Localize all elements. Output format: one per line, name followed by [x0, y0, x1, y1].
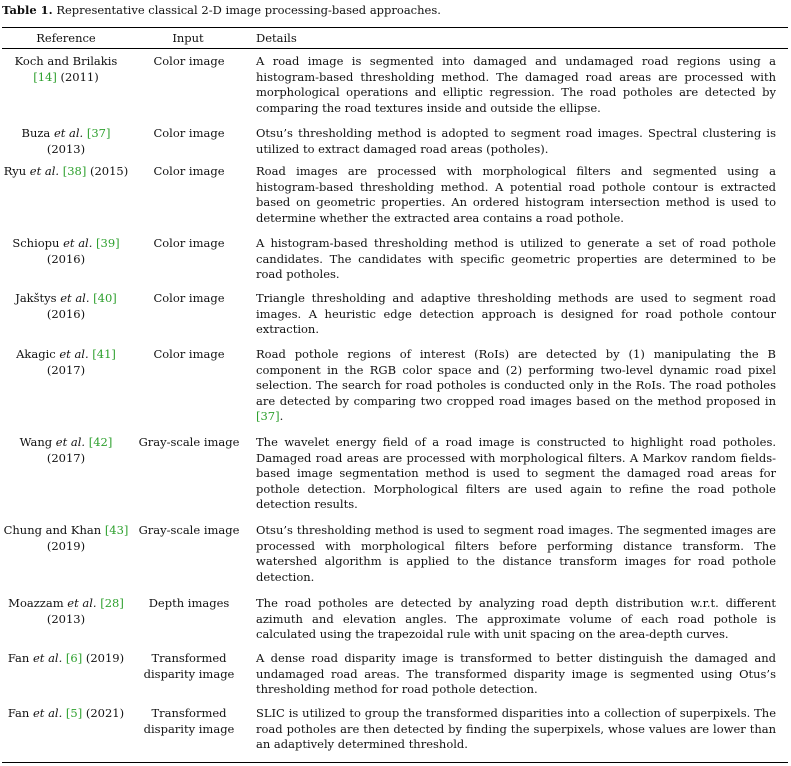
input-cell	[130, 126, 248, 142]
details-cell	[256, 523, 776, 585]
details-text: The road potholes are detected by analyzing road depth distribution w.r.t. different azimuth and elevation angles. The approximate volume of each road pothole is calculated using the trapezoidal rule with unit spacing on the area-depth curves.	[256, 596, 776, 641]
input-cell	[130, 54, 248, 70]
input-type: disparity image	[143, 666, 235, 681]
details-text: SLIC is utilized to group the transformed disparities into a collection of superpixels. The road potholes are then detected by finding the superpixels, whose values are lower than an adaptively determined threshold.	[256, 706, 776, 751]
reference-etal: et al.	[60, 291, 90, 305]
input-type: Color image	[153, 54, 225, 68]
input-type: Gray-scale image	[138, 523, 240, 537]
input-type: Transformed	[151, 706, 227, 720]
reference-year: (2017)	[46, 450, 86, 465]
reference-cell	[2, 596, 130, 627]
reference-authors: Akagic	[16, 347, 56, 361]
reference-year: (2016)	[46, 251, 86, 266]
reference-authors: Buza	[21, 126, 51, 140]
details-text: A road image is segmented into damaged and undamaged road regions using a histogram-based thresholding method. The damaged road areas are processed with morphological operations and elliptic regression. The road potholes are detected by comparing the road textures inside and outside the ellipse.	[256, 54, 776, 115]
details-cell	[256, 435, 776, 513]
input-type: Color image	[153, 164, 225, 178]
reference-year: (2015)	[89, 164, 129, 178]
reference-year: (2011)	[60, 69, 99, 84]
details-text: Road images are processed with morphological filters and segmented using a histogram-based thresholding method. A potential road pothole contour is extracted based on geometric properties. An ordered histogram intersection method is used to determine whether the extracted area contains a road pothole.	[256, 164, 776, 225]
reference-etal: et al.	[32, 706, 63, 720]
reference-authors: Koch and Brilakis	[14, 54, 118, 68]
details-cell	[256, 236, 776, 283]
reference-year: (2013)	[46, 611, 86, 626]
details-text: A histogram-based thresholding method is utilized to generate a set of road pothole candidates. The candidates with specific geometric properties are determined to be road potholes.	[256, 236, 776, 281]
details-cell	[256, 164, 776, 226]
details-text: The wavelet energy field of a road image is constructed to highlight road potholes. Damaged road areas are processed with morphological filters. A Markov random fields-based image segmentation method is used to segment the damaged road areas for pothole detection. Morphological filters are used again to refine the road pothole detection results.	[256, 435, 776, 511]
reference-authors: Fan	[7, 706, 30, 720]
details-text: Triangle thresholding and adaptive thresholding methods are used to segment road images. A heuristic edge detection approach is designed for road pothole contour extraction.	[256, 291, 776, 336]
citation-link[interactable]: [37]	[86, 126, 111, 140]
input-cell	[130, 291, 248, 307]
citation-link[interactable]: [42]	[88, 435, 113, 449]
reference-year: (2019)	[85, 651, 125, 665]
citation-link[interactable]: [40]	[93, 291, 117, 305]
reference-cell	[2, 523, 130, 554]
input-type: Color image	[153, 347, 225, 361]
table-header-rule	[2, 48, 788, 49]
citation-link[interactable]: [41]	[92, 347, 116, 361]
reference-etal: et al.	[29, 164, 60, 178]
input-cell	[130, 347, 248, 363]
reference-authors: Jakštys	[15, 291, 57, 305]
input-type: Gray-scale image	[138, 435, 240, 449]
input-type: Transformed	[151, 651, 227, 665]
reference-cell	[2, 126, 130, 157]
details-tail: .	[279, 409, 284, 423]
input-cell	[130, 651, 248, 682]
input-cell	[130, 435, 248, 451]
citation-link[interactable]: [5]	[65, 706, 83, 720]
header-reference: Reference	[36, 31, 96, 45]
input-cell	[130, 236, 248, 252]
reference-authors: Fan	[7, 651, 30, 665]
input-cell	[130, 164, 248, 180]
header-details: Details	[256, 31, 297, 45]
details-cell	[256, 54, 776, 116]
citation-link[interactable]: [28]	[100, 596, 124, 610]
details-text: Otsu’s thresholding method is adopted to segment road images. Spectral clustering is utilized to extract damaged road areas (potholes).	[256, 126, 776, 156]
citation-link[interactable]: [14]	[33, 69, 57, 84]
reference-year: (2016)	[46, 306, 86, 321]
input-type: Depth images	[148, 596, 230, 610]
reference-cell	[2, 435, 130, 466]
input-type: disparity image	[143, 721, 235, 736]
reference-year: (2021)	[85, 706, 125, 720]
reference-etal: et al.	[63, 236, 93, 250]
reference-year: (2013)	[46, 141, 86, 156]
details-cell	[256, 291, 776, 338]
caption-text: Representative classical 2-D image processing-based approaches.	[56, 3, 441, 17]
reference-etal: et al.	[53, 126, 84, 140]
reference-etal: et al.	[59, 347, 89, 361]
input-type: Color image	[153, 291, 225, 305]
reference-cell	[2, 347, 130, 378]
input-type: Color image	[153, 236, 225, 250]
caption-label: Table 1.	[2, 3, 53, 17]
citation-link[interactable]: [39]	[96, 236, 120, 250]
reference-cell	[2, 706, 130, 722]
header-input: Input	[172, 31, 204, 45]
reference-authors: Chung and Khan	[3, 523, 102, 537]
reference-authors: Ryu	[3, 164, 27, 178]
details-cell	[256, 596, 776, 643]
reference-year: (2017)	[46, 362, 86, 377]
table-top-rule	[2, 27, 788, 28]
citation-link[interactable]: [37]	[256, 409, 280, 423]
reference-cell	[2, 291, 130, 322]
details-cell	[256, 706, 776, 753]
details-cell	[256, 347, 776, 425]
details-text: A dense road disparity image is transformed to better distinguish the damaged and undamaged road areas. The transformed disparity image is segmented using Otus’s thresholding method for road pothole detection.	[256, 651, 776, 696]
reference-authors: Moazzam	[8, 596, 64, 610]
details-cell	[256, 126, 776, 157]
reference-authors: Schiopu	[12, 236, 60, 250]
reference-etal: et al.	[67, 596, 97, 610]
reference-authors: Wang	[19, 435, 53, 449]
reference-etal: et al.	[32, 651, 63, 665]
details-text: Road pothole regions of interest (RoIs) are detected by (1) manipulating the B component in the RGB color space and (2) performing two-level dynamic road pixel selection. The search for road potholes is conducted only in the RoIs. The road potholes are detected by comparing two cropped road images based on the method proposed in	[256, 347, 776, 408]
input-type: Color image	[153, 126, 225, 140]
reference-cell	[2, 54, 130, 85]
details-text: Otsu’s thresholding method is used to segment road images. The segmented images are processed with morphological filters before performing distance transform. The watershed algorithm is applied to the distance transform images for road pothole detection.	[256, 523, 776, 584]
details-cell	[256, 651, 776, 698]
citation-link[interactable]: [38]	[62, 164, 87, 178]
table-bottom-rule	[2, 762, 788, 763]
reference-cell	[2, 164, 130, 180]
input-cell	[130, 596, 248, 612]
reference-cell	[2, 236, 130, 267]
input-cell	[130, 523, 248, 539]
reference-year: (2019)	[46, 538, 86, 553]
citation-link[interactable]: [43]	[104, 523, 129, 537]
input-cell	[130, 706, 248, 737]
citation-link[interactable]: [6]	[65, 651, 83, 665]
reference-etal: et al.	[55, 435, 86, 449]
table-caption	[2, 3, 441, 17]
reference-cell	[2, 651, 130, 667]
